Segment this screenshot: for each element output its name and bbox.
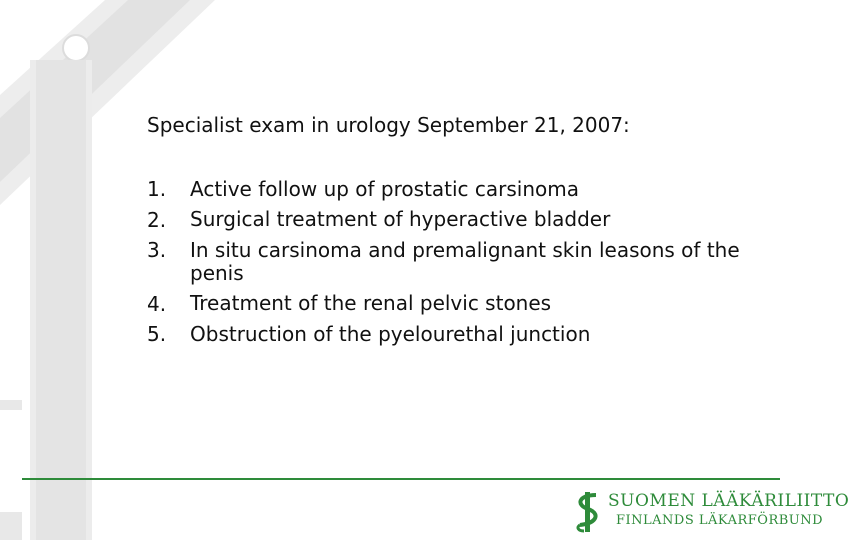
list-item-number: 2.	[147, 207, 167, 232]
list-item-number: 5.	[147, 322, 167, 346]
snake-staff-icon	[570, 489, 606, 534]
list-item	[147, 289, 747, 320]
list-item	[147, 174, 747, 205]
list-item	[147, 319, 747, 350]
organization-logo	[570, 489, 849, 534]
slide-title: Specialist exam in urology September 21, 2007:	[147, 113, 630, 137]
list-item	[147, 235, 747, 289]
list-item-text: Active follow up of prostatic carsinoma	[190, 176, 580, 201]
list-item-number: 1.	[147, 177, 167, 201]
list-item-text: Treatment of the renal pelvic stones	[190, 291, 552, 316]
list-item-number: 4.	[147, 291, 167, 316]
list-item-text: Surgical treatment of hyperactive bladder	[190, 207, 611, 232]
topic-list	[147, 174, 747, 350]
list-item-text: In situ carsinoma and premalignant skin leasons of the penis	[190, 237, 740, 285]
list-item-text: Obstruction of the pyelourethal junction	[190, 321, 591, 346]
footer-divider	[22, 478, 780, 480]
list-item-number: 3.	[147, 238, 167, 262]
list-item	[147, 205, 747, 236]
logo-name-finnish: SUOMEN LÄÄKÄRILIITTO	[608, 491, 849, 511]
logo-name-swedish: FINLANDS LÄKARFÖRBUND	[616, 513, 824, 528]
